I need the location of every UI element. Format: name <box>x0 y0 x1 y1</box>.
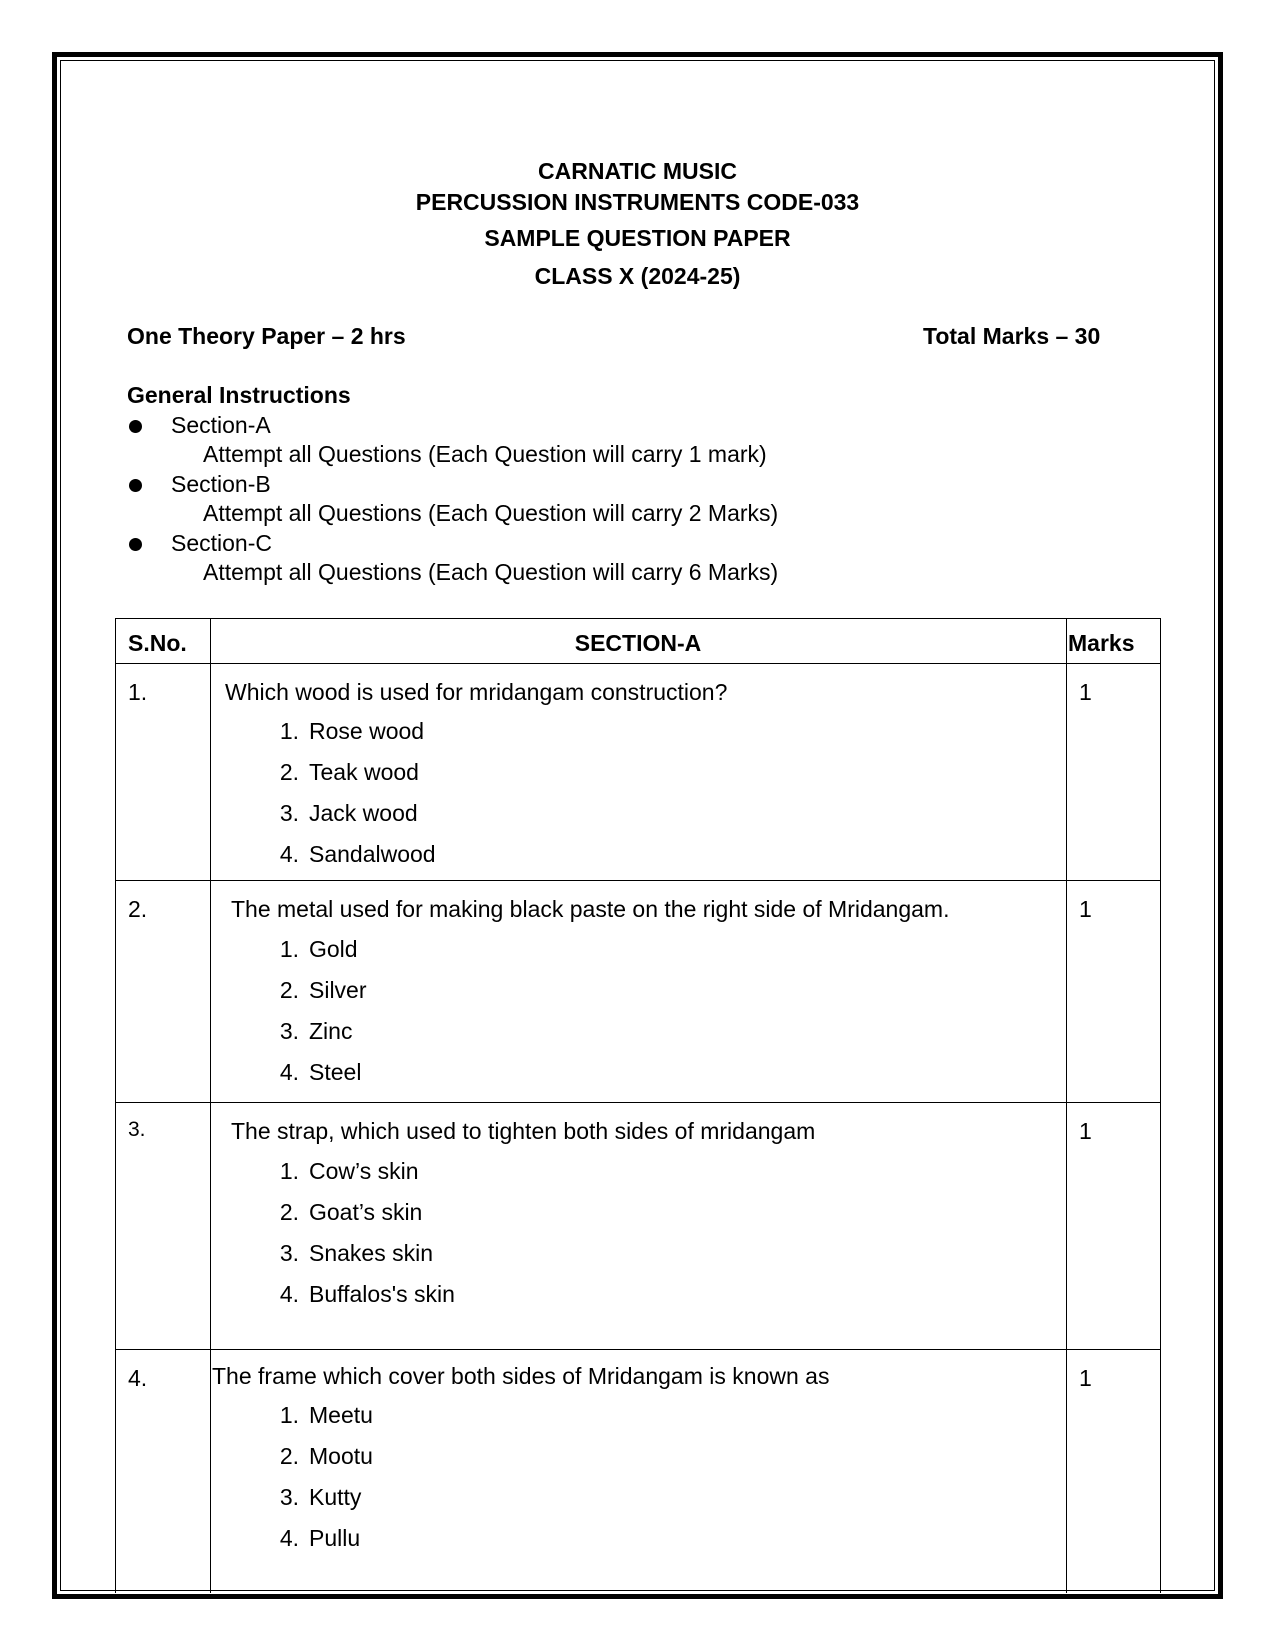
header-marks: Marks <box>1068 630 1135 656</box>
option-label: Sandalwood <box>309 841 436 867</box>
option-item: 4. Pullu <box>279 1525 361 1551</box>
option-item: 2. Goat’s skin <box>279 1199 423 1225</box>
option-item: 1. Rose wood <box>279 718 425 744</box>
table-rule <box>1160 618 1161 1593</box>
option-item: 1. Gold <box>279 936 358 962</box>
question-text: The strap, which used to tighten both sides of mridangam <box>231 1118 816 1144</box>
question-marks: 1 <box>1079 896 1092 922</box>
option-item: 4. Buffalos's skin <box>279 1281 455 1307</box>
option-label: Kutty <box>309 1484 362 1510</box>
instruction-section-detail: Attempt all Questions (Each Question will carry 6 Marks) <box>203 559 779 585</box>
option-item: 4. Sandalwood <box>279 841 436 867</box>
instructions-heading: General Instructions <box>127 382 351 408</box>
question-text: The frame which cover both sides of Mridangam is known as <box>212 1363 830 1389</box>
table-rule <box>115 880 1161 881</box>
option-label: Goat’s skin <box>309 1199 423 1225</box>
options-list <box>261 711 436 875</box>
question-number: 1. <box>128 679 148 705</box>
instruction-section-name: Section-C <box>171 530 272 556</box>
instruction-section-name: Section-B <box>171 471 271 497</box>
option-label: Teak wood <box>309 759 419 785</box>
option-item: 1. Cow’s skin <box>279 1158 419 1184</box>
option-item: 3. Jack wood <box>279 800 418 826</box>
option-label: Rose wood <box>309 718 425 744</box>
bullet-icon <box>129 420 142 433</box>
bullet-icon <box>129 479 142 492</box>
option-item: 3. Zinc <box>279 1018 353 1044</box>
question-text: Which wood is used for mridangam construction? <box>225 679 728 705</box>
option-label: Zinc <box>309 1018 353 1044</box>
option-label: Jack wood <box>309 800 418 826</box>
header-sno: S.No. <box>128 630 187 656</box>
question-number: 2. <box>128 896 148 922</box>
table-rule <box>210 618 211 1593</box>
option-label: Gold <box>309 936 358 962</box>
option-item: 3. Snakes skin <box>279 1240 434 1266</box>
option-label: Mootu <box>309 1443 373 1469</box>
option-label: Steel <box>309 1059 362 1085</box>
option-item: 2. Silver <box>279 977 367 1003</box>
option-label: Buffalos's skin <box>309 1281 455 1307</box>
options-list <box>261 929 367 1093</box>
option-label: Silver <box>309 977 367 1003</box>
instruction-section-detail: Attempt all Questions (Each Question will carry 1 mark) <box>203 441 767 467</box>
instruction-section-name: Section-A <box>171 412 271 438</box>
question-number: 4. <box>128 1365 148 1391</box>
option-label: Cow’s skin <box>309 1158 419 1184</box>
table-rule <box>115 618 116 1593</box>
question-number: 3. <box>128 1118 146 1141</box>
option-label: Pullu <box>309 1525 361 1551</box>
options-list <box>261 1151 455 1315</box>
option-item: 1. Meetu <box>279 1402 373 1428</box>
class-year: CLASS X (2024-25) <box>534 263 741 289</box>
table-rule <box>115 663 1161 664</box>
header-section: SECTION-A <box>574 630 702 656</box>
question-table <box>115 618 1161 1593</box>
paper-code: PERCUSSION INSTRUMENTS CODE-033 <box>415 189 860 215</box>
question-marks: 1 <box>1079 1365 1092 1391</box>
bullet-icon <box>129 538 142 551</box>
option-item: 4. Steel <box>279 1059 362 1085</box>
option-label: Meetu <box>309 1402 373 1428</box>
paper-duration: One Theory Paper – 2 hrs <box>127 323 406 349</box>
question-marks: 1 <box>1079 679 1092 705</box>
option-item: 3. Kutty <box>279 1484 362 1510</box>
total-marks: Total Marks – 30 <box>923 323 1101 349</box>
subject-title: CARNATIC MUSIC <box>538 158 737 184</box>
option-item: 2. Teak wood <box>279 759 419 785</box>
table-rule <box>115 1102 1161 1103</box>
table-rule <box>115 618 1161 619</box>
instruction-section-detail: Attempt all Questions (Each Question will carry 2 Marks) <box>203 500 779 526</box>
option-item: 2. Mootu <box>279 1443 373 1469</box>
option-label: Snakes skin <box>309 1240 434 1266</box>
options-list <box>261 1395 373 1559</box>
table-rule <box>115 1349 1161 1350</box>
paper-type: SAMPLE QUESTION PAPER <box>484 225 791 251</box>
table-rule <box>1066 618 1067 1593</box>
question-text: The metal used for making black paste on the right side of Mridangam. <box>231 896 950 922</box>
question-marks: 1 <box>1079 1118 1092 1144</box>
